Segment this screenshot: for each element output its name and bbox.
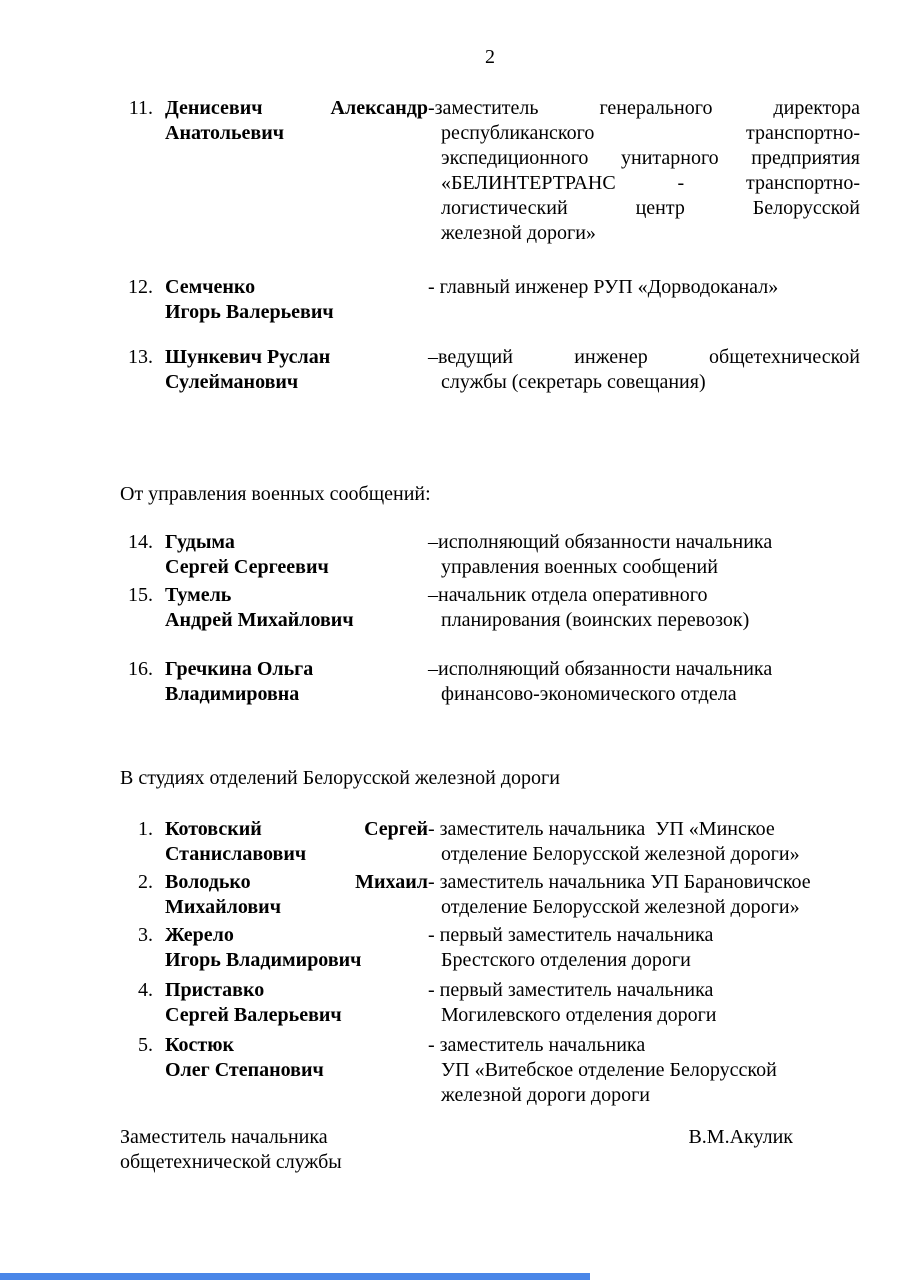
role-line: службы (секретарь совещания) [441, 371, 706, 393]
name-line: Олег Степанович [165, 1059, 324, 1081]
participant-role [428, 530, 860, 580]
role-line: –исполняющий обязанности начальника [428, 531, 773, 553]
participant-role [428, 96, 860, 246]
participant-row [120, 345, 860, 395]
participant-row [120, 1033, 860, 1108]
role-line: –исполняющий обязанности начальника [428, 658, 773, 680]
role-line: - заместитель начальника [428, 1034, 646, 1056]
participant-name [165, 657, 428, 707]
name-line: Андрей Михайлович [165, 609, 354, 631]
name-line: Владимировна [165, 683, 300, 705]
participant-name [165, 817, 428, 867]
role-line: –ведущий инженер общетехнической [428, 346, 860, 368]
role-line: –начальник отдела оперативного [428, 584, 708, 606]
row-number: 12. [128, 276, 153, 298]
bottom-accent-bar [0, 1273, 590, 1280]
participant-role [428, 657, 860, 707]
participant-name [165, 923, 428, 973]
role-line: - заместитель начальника УП «Минское [428, 818, 775, 840]
role-line: -заместитель генерального директора [428, 97, 860, 119]
section-heading: В студиях отделений Белорусской железной дороги [120, 767, 560, 789]
role-line: республиканского транспортно- [441, 122, 860, 144]
name-line: Котовский Сергей [165, 818, 428, 840]
section-heading: От управления военных сообщений: [120, 483, 431, 505]
participant-row [120, 583, 860, 633]
row-number: 4. [138, 979, 153, 1001]
name-line: Костюк [165, 1034, 235, 1056]
signature-title-line: общетехнической службы [120, 1151, 342, 1173]
name-line: Игорь Владимирович [165, 949, 362, 971]
name-line: Сергей Сергеевич [165, 556, 329, 578]
participant-name [165, 978, 428, 1028]
row-number: 3. [138, 924, 153, 946]
role-line: отделение Белорусской железной дороги» [441, 843, 800, 865]
role-line: - заместитель начальника УП Барановичское [428, 871, 811, 893]
participant-row [120, 530, 860, 580]
signature-title [120, 1125, 342, 1175]
role-line: Брестского отделения дороги [441, 949, 691, 971]
role-line: «БЕЛИНТЕРТРАНС - транспортно- [441, 172, 860, 194]
role-line: - первый заместитель начальника [428, 979, 714, 1001]
role-line: управления военных сообщений [441, 556, 718, 578]
participant-name [165, 345, 428, 395]
participant-name [165, 530, 428, 580]
name-line: Семченко [165, 276, 256, 298]
role-line: экспедиционного унитарного предприятия [441, 147, 860, 169]
participant-name [165, 583, 428, 633]
participant-row [120, 96, 860, 246]
role-line: планирования (воинских перевозок) [441, 609, 750, 631]
row-number: 2. [138, 871, 153, 893]
name-line: Анатольевич [165, 122, 285, 144]
row-number: 15. [128, 584, 153, 606]
role-line: - главный инженер РУП «Дорводоканал» [428, 276, 779, 298]
name-line: Денисевич Александр [165, 97, 428, 119]
name-line: Жерело [165, 924, 234, 946]
name-line: Станиславович [165, 843, 307, 865]
name-line: Игорь Валерьевич [165, 301, 334, 323]
role-line: логистический центр Белорусской [441, 197, 860, 219]
participant-role [428, 817, 860, 867]
role-line: финансово-экономического отдела [441, 683, 737, 705]
role-line: железной дороги» [441, 222, 596, 244]
name-line: Сулейманович [165, 371, 299, 393]
name-line: Михайлович [165, 896, 281, 918]
participant-row [120, 817, 860, 867]
row-number: 16. [128, 658, 153, 680]
participant-name [165, 96, 428, 246]
role-line: - первый заместитель начальника [428, 924, 714, 946]
participant-row [120, 923, 860, 973]
participant-name [165, 1033, 428, 1108]
participant-name [165, 870, 428, 920]
name-line: Гудыма [165, 531, 235, 553]
participant-name [165, 275, 428, 325]
page-number: 2 [485, 46, 495, 68]
name-line: Сергей Валерьевич [165, 1004, 342, 1026]
name-line: Шункевич Руслан [165, 346, 331, 368]
participant-lists [120, 96, 860, 1108]
participant-role [428, 978, 860, 1028]
role-line: УП «Витебское отделение Белорусской [441, 1059, 777, 1081]
participant-row [120, 870, 860, 920]
name-line: Приставко [165, 979, 265, 1001]
role-line: железной дороги дороги [441, 1084, 651, 1106]
signature-title-line: Заместитель начальника [120, 1126, 328, 1148]
participant-role [428, 583, 860, 633]
row-number: 1. [138, 818, 153, 840]
name-line: Володько Михаил [165, 871, 428, 893]
row-number: 11. [128, 97, 153, 119]
row-number: 14. [128, 531, 153, 553]
row-number: 13. [128, 346, 153, 368]
participant-role [428, 870, 860, 920]
row-number: 5. [138, 1034, 153, 1056]
participant-row [120, 275, 860, 325]
name-line: Тумель [165, 584, 232, 606]
signature-block [120, 1125, 860, 1175]
participant-role [428, 345, 860, 395]
participant-role [428, 275, 860, 325]
participant-role [428, 923, 860, 973]
role-line: Могилевского отделения дороги [441, 1004, 717, 1026]
role-line: отделение Белорусской железной дороги» [441, 896, 800, 918]
signature-name: В.М.Акулик [688, 1126, 793, 1148]
participant-row [120, 657, 860, 707]
participant-row [120, 978, 860, 1028]
participant-role [428, 1033, 860, 1108]
name-line: Гречкина Ольга [165, 658, 314, 680]
